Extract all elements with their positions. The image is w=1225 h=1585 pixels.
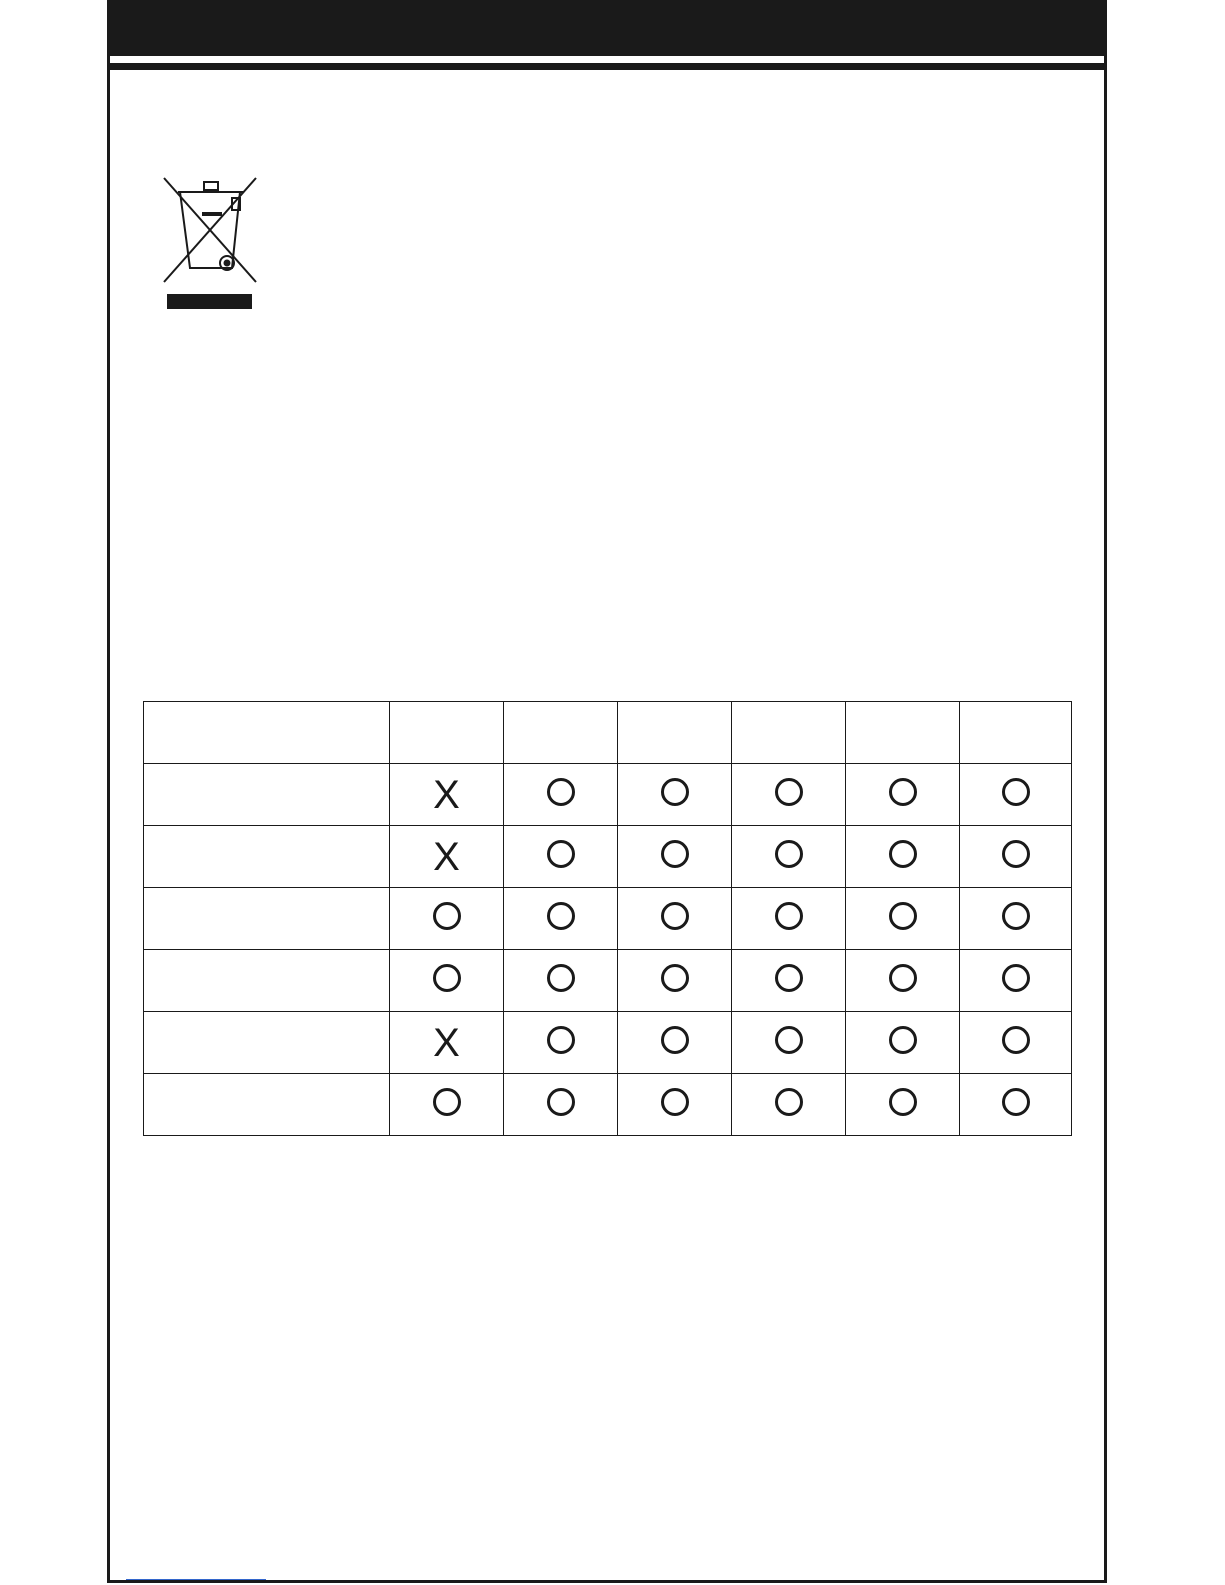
mark-cell bbox=[732, 826, 846, 888]
header-rule bbox=[107, 63, 1107, 70]
circle-mark bbox=[889, 840, 917, 868]
header-cell bbox=[618, 702, 732, 764]
circle-mark bbox=[433, 902, 461, 930]
mark-cell bbox=[960, 950, 1072, 1012]
mark-cell bbox=[846, 1074, 960, 1136]
circle-mark bbox=[433, 964, 461, 992]
mark-cell bbox=[390, 1012, 504, 1074]
mark-cell bbox=[732, 1074, 846, 1136]
mark-cell bbox=[732, 764, 846, 826]
table-header-row bbox=[144, 702, 1072, 764]
mark-cell bbox=[846, 888, 960, 950]
circle-mark bbox=[1002, 840, 1030, 868]
table-row bbox=[144, 888, 1072, 950]
table-row bbox=[144, 950, 1072, 1012]
circle-mark bbox=[775, 840, 803, 868]
circle-mark bbox=[661, 1088, 689, 1116]
table-row bbox=[144, 826, 1072, 888]
header-cell bbox=[846, 702, 960, 764]
mark-cell bbox=[618, 1074, 732, 1136]
header-cell bbox=[960, 702, 1072, 764]
circle-mark bbox=[889, 964, 917, 992]
row-label-cell bbox=[144, 764, 390, 826]
mark-cell bbox=[390, 1074, 504, 1136]
header-cell bbox=[504, 702, 618, 764]
mark-cell bbox=[732, 950, 846, 1012]
mark-cell bbox=[390, 950, 504, 1012]
table-body bbox=[144, 764, 1072, 1136]
mark-cell bbox=[618, 764, 732, 826]
header-cell bbox=[390, 702, 504, 764]
circle-mark bbox=[433, 1088, 461, 1116]
table-row bbox=[144, 1012, 1072, 1074]
header-bar bbox=[107, 0, 1107, 56]
circle-mark bbox=[889, 902, 917, 930]
circle-mark bbox=[775, 778, 803, 806]
circle-mark bbox=[547, 964, 575, 992]
mark-cell bbox=[618, 1012, 732, 1074]
mark-cell bbox=[846, 1012, 960, 1074]
header-cell bbox=[144, 702, 390, 764]
hazardous-substances-table bbox=[143, 701, 1072, 1136]
row-label-cell bbox=[144, 1074, 390, 1136]
mark-cell bbox=[960, 1074, 1072, 1136]
mark-cell bbox=[504, 1074, 618, 1136]
mark-cell bbox=[732, 1012, 846, 1074]
circle-mark bbox=[661, 902, 689, 930]
mark-cell bbox=[960, 826, 1072, 888]
circle-mark bbox=[1002, 964, 1030, 992]
circle-mark bbox=[661, 778, 689, 806]
mark-cell bbox=[960, 764, 1072, 826]
mark-cell bbox=[846, 764, 960, 826]
mark-cell bbox=[618, 888, 732, 950]
mark-cell bbox=[504, 764, 618, 826]
row-label-cell bbox=[144, 888, 390, 950]
cross-mark: X bbox=[433, 834, 460, 879]
mark-cell bbox=[504, 888, 618, 950]
mark-cell bbox=[390, 764, 504, 826]
mark-cell bbox=[960, 1012, 1072, 1074]
circle-mark bbox=[547, 902, 575, 930]
circle-mark bbox=[547, 778, 575, 806]
circle-mark bbox=[661, 1026, 689, 1054]
circle-mark bbox=[889, 778, 917, 806]
circle-mark bbox=[775, 1026, 803, 1054]
mark-cell bbox=[846, 826, 960, 888]
circle-mark bbox=[547, 840, 575, 868]
circle-mark bbox=[1002, 1088, 1030, 1116]
mark-cell bbox=[390, 826, 504, 888]
mark-cell bbox=[618, 950, 732, 1012]
circle-mark bbox=[775, 1088, 803, 1116]
mark-cell bbox=[504, 1012, 618, 1074]
mark-cell bbox=[618, 826, 732, 888]
circle-mark bbox=[889, 1026, 917, 1054]
circle-mark bbox=[1002, 1026, 1030, 1054]
circle-mark bbox=[775, 902, 803, 930]
circle-mark bbox=[661, 840, 689, 868]
row-label-cell bbox=[144, 1012, 390, 1074]
circle-mark bbox=[547, 1088, 575, 1116]
footer-link[interactable] bbox=[126, 1579, 266, 1580]
circle-mark bbox=[889, 1088, 917, 1116]
cross-mark: X bbox=[433, 1020, 460, 1065]
row-label-cell bbox=[144, 950, 390, 1012]
circle-mark bbox=[1002, 902, 1030, 930]
cross-mark: X bbox=[433, 772, 460, 817]
row-label-cell bbox=[144, 826, 390, 888]
circle-mark bbox=[1002, 778, 1030, 806]
mark-cell bbox=[390, 888, 504, 950]
mark-cell bbox=[960, 888, 1072, 950]
crossed-out-wheelie-bin-icon bbox=[160, 172, 260, 314]
circle-mark bbox=[775, 964, 803, 992]
mark-cell bbox=[504, 826, 618, 888]
table-row bbox=[144, 1074, 1072, 1136]
mark-cell bbox=[732, 888, 846, 950]
mark-cell bbox=[846, 950, 960, 1012]
circle-mark bbox=[661, 964, 689, 992]
mark-cell bbox=[504, 950, 618, 1012]
circle-mark bbox=[547, 1026, 575, 1054]
header-cell bbox=[732, 702, 846, 764]
table-row bbox=[144, 764, 1072, 826]
